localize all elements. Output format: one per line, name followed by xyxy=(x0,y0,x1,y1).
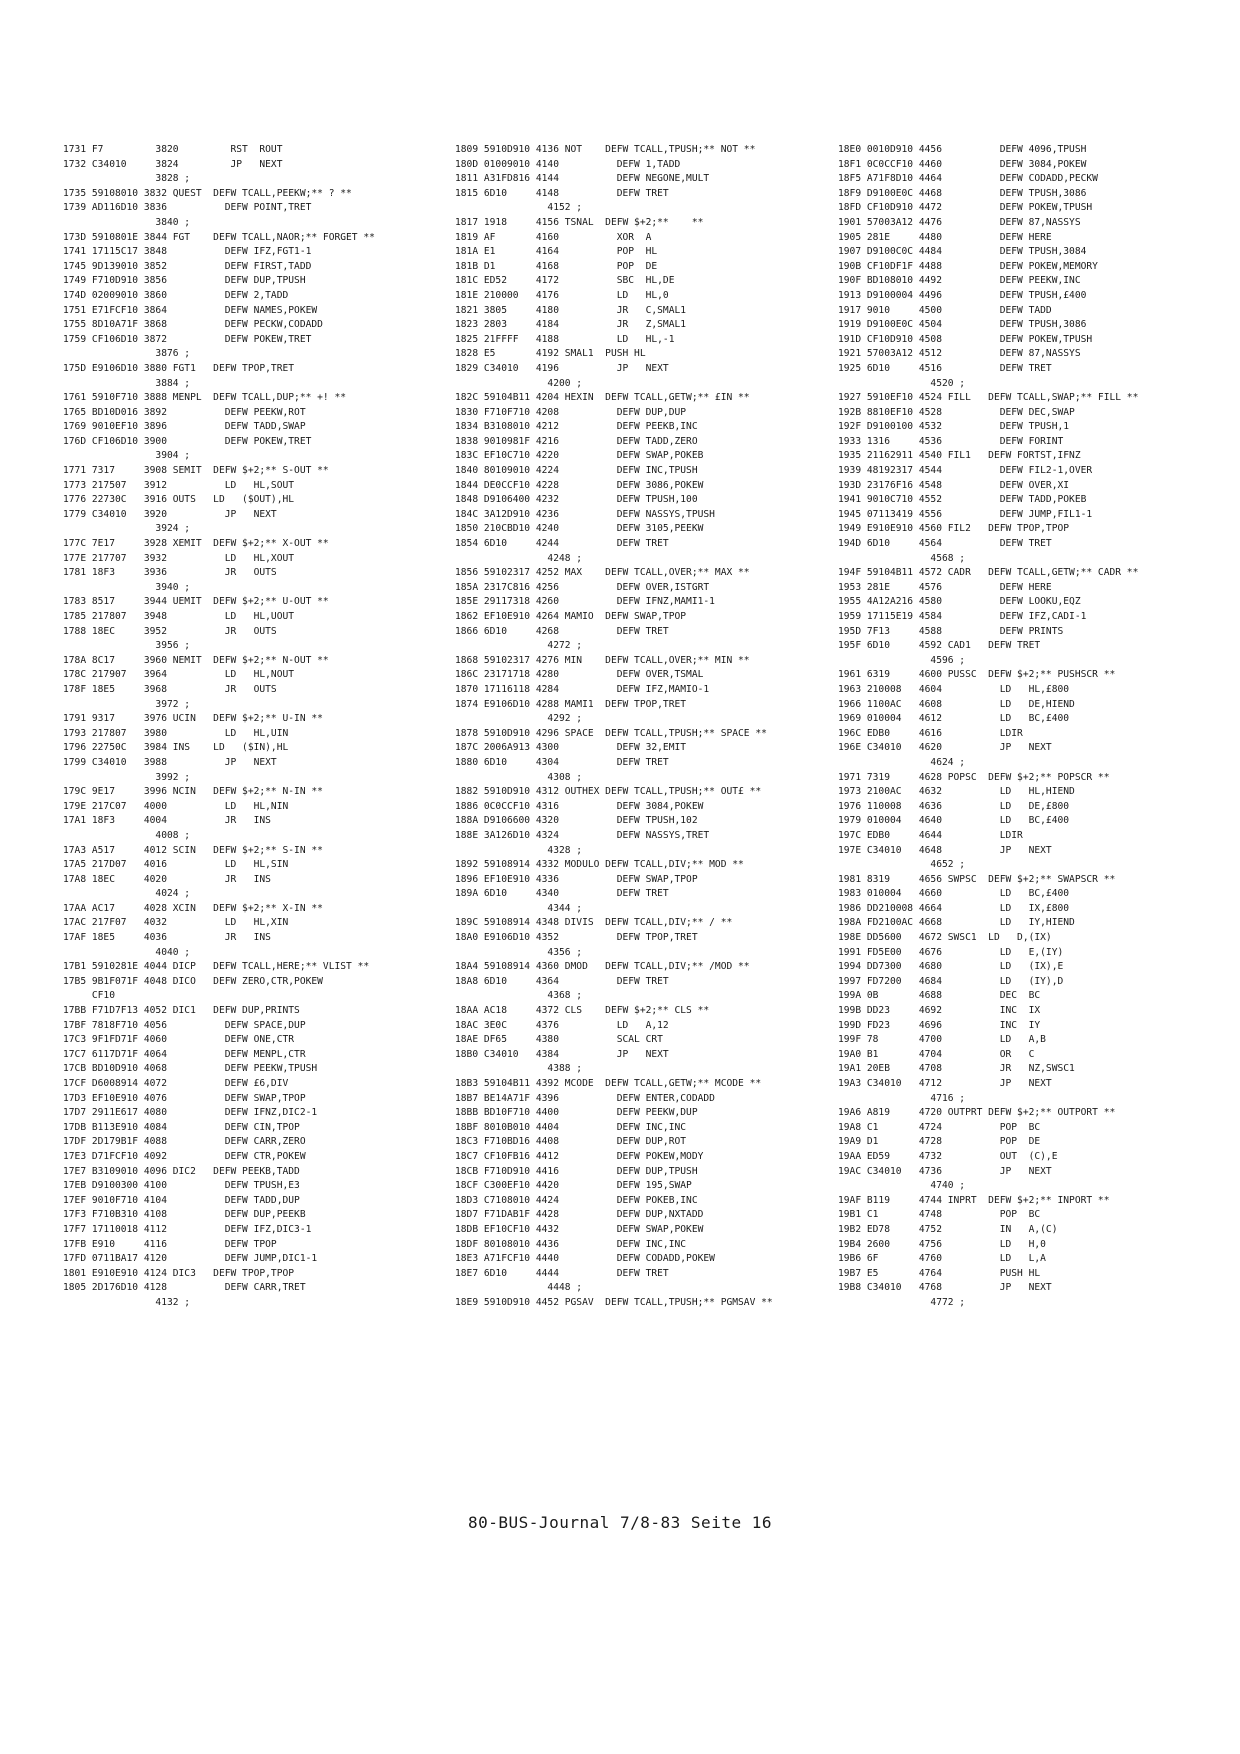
listing-column-1: 1731 F7 3820 RST ROUT 1732 C34010 3824 JP NEXT 3828 ; 1735 59108010 3832 QUEST DEFW TCALL,PEEKW;** ? ** 1739 AD116D10 3836 DEFW POINT,TRET 3840 ; 173D 5910801E 3844 FGT DEFW TCALL,NAOR;** FORGET ** 1741 17115C17 3848 DEFW IFZ,FGT1-1 1745 9D139010 3852 DEFW FIRST,TADD 1749 F710D910 3856 DEFW DUP,TPUSH 174D 02009010 3860 DEFW 2,TADD 1751 E71FCF10 3864 DEFW NAMES,POKEW 1755 8D10A71F 3868 DEFW PECKW,CODADD 1759 CF106D10 3872 DEFW POKEW,TRET 3876 ; 175D E9106D10 3880 FGT1 DEFW TPOP,TRET 3884 ; 1761 5910F710 3888 MENPL DEFW TCALL,DUP;** +! ** 1765 BD10D016 3892 DEFW PEEKW,ROT 1769 9010EF10 3896 DEFW TADD,SWAP 176D CF106D10 3900 DEFW POKEW,TRET 3904 ; 1771 7317 3908 SEMIT DEFW $+2;** S-OUT ** 1773 217507 3912 LD HL,SOUT 1776 22730C 3916 OUTS LD ($OUT),HL 1779 C34010 3920 JP NEXT 3924 ; 177C 7E17 3928 XEMIT DEFW $+2;** X-OUT ** 177E 217707 3932 LD HL,XOUT 1781 18F3 3936 JR OUTS 3940 ; 1783 8517 3944 UEMIT DEFW $+2;** U-OUT ** 1785 217807 3948 LD HL,UOUT 1788 18EC 3952 JR OUTS 3956 ; 178A 8C17 3960 NEMIT DEFW $+2;** N-OUT ** 178C 217907 3964 LD HL,NOUT 178F 18E5 3968 JR OUTS 3972 ; 1791 9317 3976 UCIN DEFW $+2;** U-IN ** 1793 217807 3980 LD HL,UIN 1796 22750C 3984 INS LD ($IN),HL 1799 C34010 3988 JP NEXT 3992 ; 179C 9E17 3996 NCIN DEFW $+2;** N-IN ** 179E 217C07 4000 LD HL,NIN 17A1 18F3 4004 JR INS 4008 ; 17A3 A517 4012 SCIN DEFW $+2;** S-IN ** 17A5 217D07 4016 LD HL,SIN 17A8 18EC 4020 JR INS 4024 ; 17AA AC17 4028 XCIN DEFW $+2;** X-IN ** 17AC 217F07 4032 LD HL,XIN 17AF 18E5 4036 JR INS 4040 ; 17B1 5910281E 4044 DICP DEFW TCALL,HERE;** VLIST ** 17B5 9B1F071F 4048 DICO DEFW ZERO,CTR,POKEW CF10 17BB F71D7F13 4052 DIC1 DEFW DUP,PRINTS 17BF 7818F710 4056 DEFW SPACE,DUP 17C3 9F1FD71F 4060 DEFW ONE,CTR 17C7 6117D71F 4064 DEFW MENPL,CTR 17CB BD10D910 4068 DEFW PEEKW,TPUSH 17CF D6008914 4072 DEFW £6,DIV 17D3 EF10E910 4076 DEFW SWAP,TPOP 17D7 2911E617 4080 DEFW IFNZ,DIC2-1 17DB B113E910 4084 DEFW CIN,TPOP 17DF 2D179B1F 4088 DEFW CARR,ZERO 17E3 D71FCF10 4092 DEFW CTR,POKEW 17E7 B3109010 4096 DIC2 DEFW PEEKB,TADD 17EB D9100300 4100 DEFW TPUSH,E3 17EF 9010F710 4104 DEFW TADD,DUP 17F3 F710B310 4108 DEFW DUP,PEEKB 17F7 17110018 4112 DEFW IFZ,DIC3-1 17FB E910 4116 DEFW TPOP 17FD 0711BA17 4120 DEFW JUMP,DIC1-1 1801 E910E910 4124 DIC3 DEFW TPOP,TPOP 1805 2D176D10 4128 DEFW CARR,TRET 4132 ; xyxy=(63,144,375,1308)
listing-column-2: 1809 5910D910 4136 NOT DEFW TCALL,TPUSH;** NOT ** 180D 01009010 4140 DEFW 1,TADD 1811 A31FD816 4144 DEFW NEGONE,MULT 1815 6D10 4148 DEFW TRET 4152 ; 1817 1918 4156 TSNAL DEFW $+2;** ** 1819 AF 4160 XOR A 181A E1 4164 POP HL 181B D1 4168 POP DE 181C ED52 4172 SBC HL,DE 181E 210000 4176 LD HL,0 1821 3805 4180 JR C,SMAL1 1823 2803 4184 JR Z,SMAL1 1825 21FFFF 4188 LD HL,-1 1828 E5 4192 SMAL1 PUSH HL 1829 C34010 4196 JP NEXT 4200 ; 182C 59104B11 4204 HEXIN DEFW TCALL,GETW;** £IN ** 1830 F710F710 4208 DEFW DUP,DUP 1834 B3108010 4212 DEFW PEEKB,INC 1838 9010981F 4216 DEFW TADD,ZERO 183C EF10C710 4220 DEFW SWAP,POKEB 1840 80109010 4224 DEFW INC,TPUSH 1844 DE0CCF10 4228 DEFW 3086,POKEW 1848 D9106400 4232 DEFW TPUSH,100 184C 3A12D910 4236 DEFW NASSYS,TPUSH 1850 210CBD10 4240 DEFW 3105,PEEKW 1854 6D10 4244 DEFW TRET 4248 ; 1856 59102317 4252 MAX DEFW TCALL,OVER;** MAX ** 185A 2317C816 4256 DEFW OVER,ISTGRT 185E 29117318 4260 DEFW IFNZ,MAMI1-1 1862 EF10E910 4264 MAMIO DEFW SWAP,TPOP 1866 6D10 4268 DEFW TRET 4272 ; 1868 59102317 4276 MIN DEFW TCALL,OVER;** MIN ** 186C 23171718 4280 DEFW OVER,TSMAL 1870 17116118 4284 DEFW IFZ,MAMIO-1 1874 E9106D10 4288 MAMI1 DEFW TPOP,TRET 4292 ; 1878 5910D910 4296 SPACE DEFW TCALL,TPUSH;** SPACE ** 187C 2006A913 4300 DEFW 32,EMIT 1880 6D10 4304 DEFW TRET 4308 ; 1882 5910D910 4312 OUTHEX DEFW TCALL,TPUSH;** OUT£ ** 1886 0C0CCF10 4316 DEFW 3084,POKEW 188A D9106600 4320 DEFW TPUSH,102 188E 3A126D10 4324 DEFW NASSYS,TRET 4328 ; 1892 59108914 4332 MODULO DEFW TCALL,DIV;** MOD ** 1896 EF10E910 4336 DEFW SWAP,TPOP 189A 6D10 4340 DEFW TRET 4344 ; 189C 59108914 4348 DIVIS DEFW TCALL,DIV;** / ** 18A0 E9106D10 4352 DEFW TPOP,TRET 4356 ; 18A4 59108914 4360 DMOD DEFW TCALL,DIV;** /MOD ** 18A8 6D10 4364 DEFW TRET 4368 ; 18AA AC18 4372 CLS DEFW $+2;** CLS ** 18AC 3E0C 4376 LD A,12 18AE DF65 4380 SCAL CRT 18B0 C34010 4384 JP NEXT 4388 ; 18B3 59104B11 4392 MCODE DEFW TCALL,GETW;** MCODE ** 18B7 BE14A71F 4396 DEFW ENTER,CODADD 18BB BD10F710 4400 DEFW PEEKW,DUP 18BF 8010B010 4404 DEFW INC,INC 18C3 F710BD16 4408 DEFW DUP,ROT 18C7 CF10FB16 4412 DEFW POKEW,MODY 18CB F710D910 4416 DEFW DUP,TPUSH 18CF C300EF10 4420 DEFW 195,SWAP 18D3 C7108010 4424 DEFW POKEB,INC 18D7 F71DAB1F 4428 DEFW DUP,NXTADD 18DB EF10CF10 4432 DEFW SWAP,POKEW 18DF 80108010 4436 DEFW INC,INC 18E3 A71FCF10 4440 DEFW CODADD,POKEW 18E7 6D10 4444 DEFW TRET 4448 ; 18E9 5910D910 4452 PGSAV DEFW TCALL,TPUSH;** PGMSAV ** xyxy=(455,144,773,1308)
listing-column-3: 18E0 0010D910 4456 DEFW 4096,TPUSH 18F1 0C0CCF10 4460 DEFW 3084,POKEW 18F5 A71F8D10 4464 DEFW CODADD,PECKW 18F9 D9100E0C 4468 DEFW TPUSH,3086 18FD CF10D910 4472 DEFW POKEW,TPUSH 1901 57003A12 4476 DEFW 87,NASSYS 1905 281E 4480 DEFW HERE 1907 D9100C0C 4484 DEFW TPUSH,3084 190B CF10DF1F 4488 DEFW POKEW,MEMORY 190F BD108010 4492 DEFW PEEKW,INC 1913 D9100004 4496 DEFW TPUSH,£400 1917 9010 4500 DEFW TADD 1919 D9100E0C 4504 DEFW TPUSH,3086 191D CF10D910 4508 DEFW POKEW,TPUSH 1921 57003A12 4512 DEFW 87,NASSYS 1925 6D10 4516 DEFW TRET 4520 ; 1927 5910EF10 4524 FILL DEFW TCALL,SWAP;** FILL ** 192B 8810EF10 4528 DEFW DEC,SWAP 192F D9100100 4532 DEFW TPUSH,1 1933 1316 4536 DEFW FORINT 1935 21162911 4540 FIL1 DEFW FORTST,IFNZ 1939 48192317 4544 DEFW FIL2-1,OVER 193D 23176F16 4548 DEFW OVER,XI 1941 9010C710 4552 DEFW TADD,POKEB 1945 07113419 4556 DEFW JUMP,FIL1-1 1949 E910E910 4560 FIL2 DEFW TPOP,TPOP 194D 6D10 4564 DEFW TRET 4568 ; 194F 59104B11 4572 CADR DEFW TCALL,GETW;** CADR ** 1953 281E 4576 DEFW HERE 1955 4A12A216 4580 DEFW LOOKU,EQZ 1959 17115E19 4584 DEFW IFZ,CADI-1 195D 7F13 4588 DEFW PRINTS 195F 6D10 4592 CAD1 DEFW TRET 4596 ; 1961 6319 4600 PUSSC DEFW $+2;** PUSHSCR ** 1963 210008 4604 LD HL,£800 1966 1100AC 4608 LD DE,HIEND 1969 010004 4612 LD BC,£400 196C EDB0 4616 LDIR 196E C34010 4620 JP NEXT 4624 ; 1971 7319 4628 POPSC DEFW $+2;** POPSCR ** 1973 2100AC 4632 LD HL,HIEND 1976 110008 4636 LD DE,£800 1979 010004 4640 LD BC,£400 197C EDB0 4644 LDIR 197E C34010 4648 JP NEXT 4652 ; 1981 8319 4656 SWPSC DEFW $+2;** SWAPSCR ** 1983 010004 4660 LD BC,£400 1986 DD210008 4664 LD IX,£800 198A FD2100AC 4668 LD IY,HIEND 198E DD5600 4672 SWSC1 LD D,(IX) 1991 FD5E00 4676 LD E,(IY) 1994 DD7300 4680 LD (IX),E 1997 FD7200 4684 LD (IY),D 199A 0B 4688 DEC BC 199B DD23 4692 INC IX 199D FD23 4696 INC IY 199F 78 4700 LD A,B 19A0 B1 4704 OR C 19A1 20EB 4708 JR NZ,SWSC1 19A3 C34010 4712 JP NEXT 4716 ; 19A6 A819 4720 OUTPRT DEFW $+2;** OUTPORT ** 19A8 C1 4724 POP BC 19A9 D1 4728 POP DE 19AA ED59 4732 OUT (C),E 19AC C34010 4736 JP NEXT 4740 ; 19AF B119 4744 INPRT DEFW $+2;** INPORT ** 19B1 C1 4748 POP BC 19B2 ED78 4752 IN A,(C) 19B4 2600 4756 LD H,0 19B6 6F 4760 LD L,A 19B7 E5 4764 PUSH HL 19B8 C34010 4768 JP NEXT 4772 ; xyxy=(838,144,1139,1308)
page-footer: 80-BUS-Journal 7/8-83 Seite 16 xyxy=(468,1513,772,1532)
